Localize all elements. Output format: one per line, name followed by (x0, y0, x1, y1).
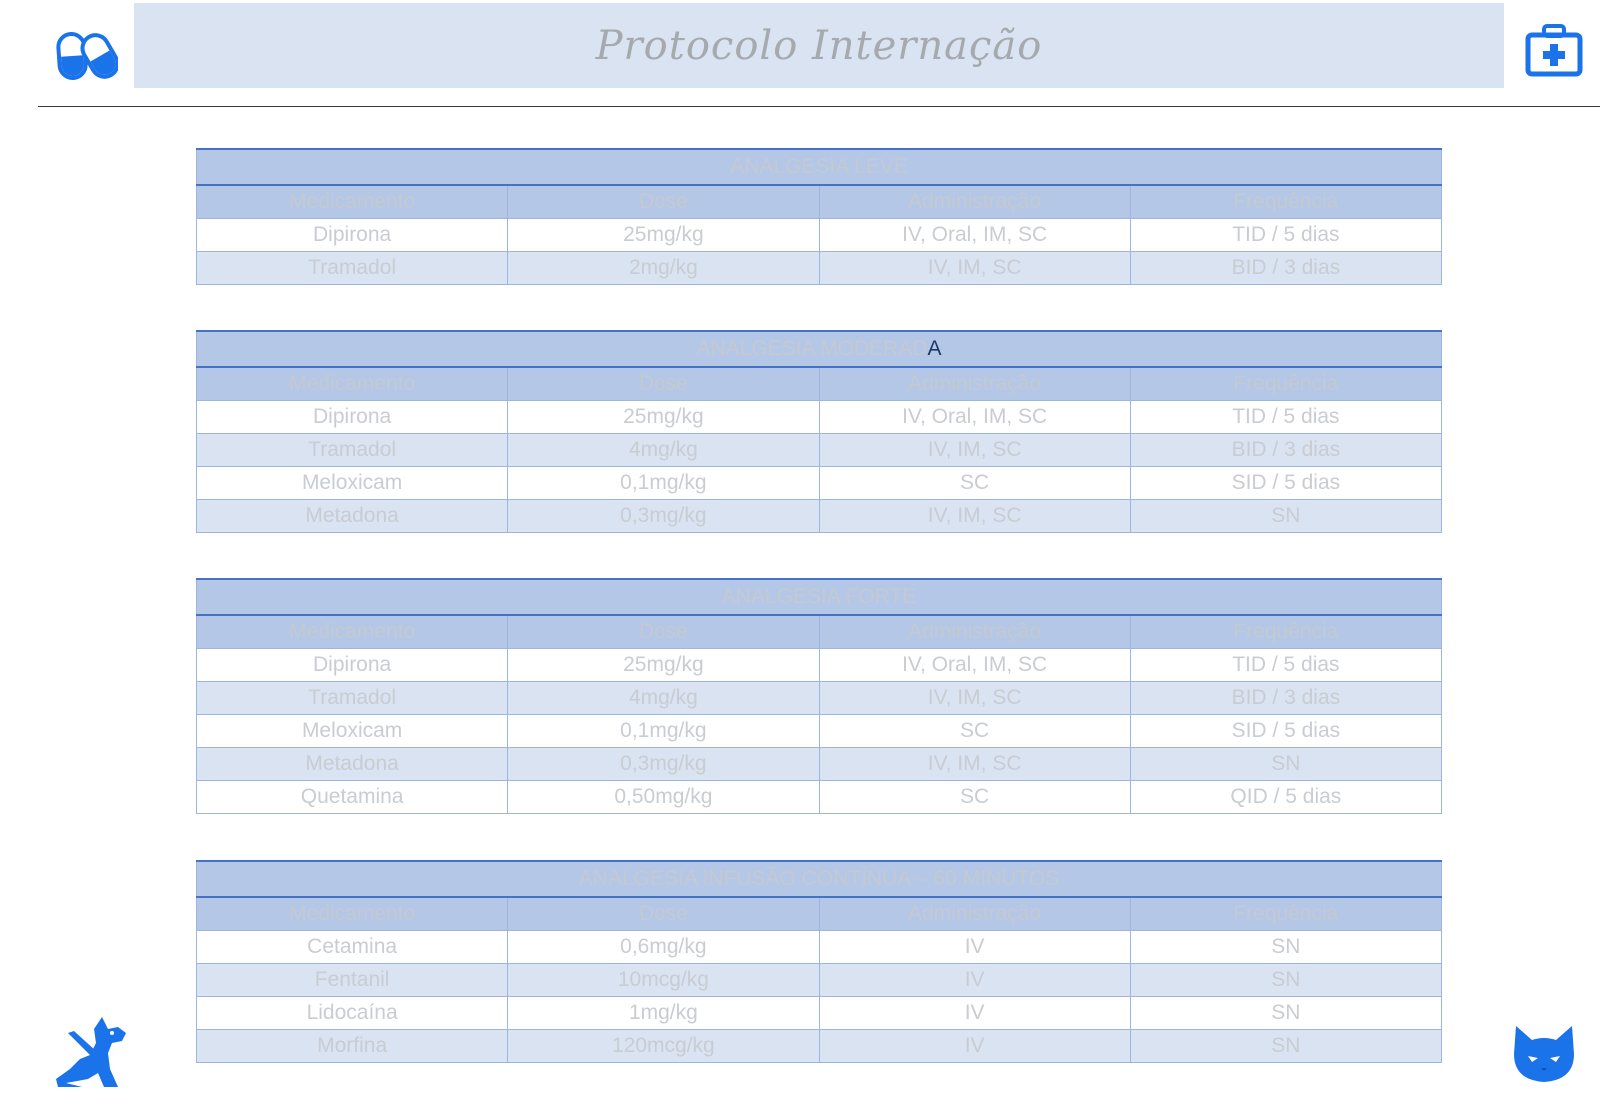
cell-medicamento: Dipirona (197, 649, 508, 682)
column-header-row (197, 615, 1442, 649)
table-row (197, 401, 1442, 434)
column-header-row (197, 897, 1442, 931)
section-header-row (197, 861, 1442, 897)
col-dose: Dose (508, 897, 819, 931)
col-dose: Dose (508, 615, 819, 649)
cell-frequencia: SN (1130, 748, 1441, 781)
page-title: Protocolo Internação (595, 22, 1043, 69)
cell-dose: 25mg/kg (508, 649, 819, 682)
table-row (197, 252, 1442, 285)
col-medicamento: Medicamento (197, 897, 508, 931)
section-title (197, 331, 1442, 367)
table-analgesia-forte (196, 578, 1442, 814)
cell-administracao: SC (819, 781, 1130, 814)
cell-medicamento: Dipirona (197, 401, 508, 434)
title-banner (134, 3, 1504, 88)
cell-frequencia: BID / 3 dias (1130, 252, 1441, 285)
col-administracao: Administração (819, 185, 1130, 219)
cat-icon (1510, 1022, 1578, 1086)
cell-administracao: IV (819, 997, 1130, 1030)
col-frequencia: Frequência (1130, 897, 1441, 931)
cell-dose: 4mg/kg (508, 682, 819, 715)
section-title: ANALGESIA FORTE (197, 579, 1442, 615)
cell-administracao: IV, IM, SC (819, 434, 1130, 467)
cell-medicamento: Morfina (197, 1030, 508, 1063)
table-row (197, 500, 1442, 533)
section-header-row (197, 579, 1442, 615)
cell-dose: 0,3mg/kg (508, 748, 819, 781)
cell-dose: 25mg/kg (508, 219, 819, 252)
table-row (197, 931, 1442, 964)
table-row (197, 682, 1442, 715)
cell-frequencia: QID / 5 dias (1130, 781, 1441, 814)
col-administracao: Administração (819, 615, 1130, 649)
pills-icon (56, 30, 118, 82)
table-row (197, 1030, 1442, 1063)
cell-frequencia: TID / 5 dias (1130, 219, 1441, 252)
cell-administracao: IV (819, 931, 1130, 964)
cell-medicamento: Metadona (197, 500, 508, 533)
cell-dose: 1mg/kg (508, 997, 819, 1030)
col-administracao: Administração (819, 367, 1130, 401)
section-header-row (197, 149, 1442, 185)
cell-administracao: IV, Oral, IM, SC (819, 401, 1130, 434)
cell-administracao: IV, Oral, IM, SC (819, 649, 1130, 682)
table-row (197, 964, 1442, 997)
cell-dose: 120mcg/kg (508, 1030, 819, 1063)
col-dose: Dose (508, 185, 819, 219)
cell-medicamento: Quetamina (197, 781, 508, 814)
table-row (197, 781, 1442, 814)
table-row (197, 715, 1442, 748)
cell-administracao: IV (819, 1030, 1130, 1063)
col-frequencia: Frequência (1130, 615, 1441, 649)
cell-administracao: IV, IM, SC (819, 500, 1130, 533)
table-row (197, 649, 1442, 682)
cell-administracao: IV, Oral, IM, SC (819, 219, 1130, 252)
col-administracao: Administração (819, 897, 1130, 931)
cell-administracao: SC (819, 467, 1130, 500)
cell-dose: 10mcg/kg (508, 964, 819, 997)
cell-dose: 0,1mg/kg (508, 467, 819, 500)
cell-administracao: IV, IM, SC (819, 682, 1130, 715)
cell-dose: 0,3mg/kg (508, 500, 819, 533)
table-row (197, 748, 1442, 781)
cell-frequencia: SID / 5 dias (1130, 467, 1441, 500)
cell-medicamento: Dipirona (197, 219, 508, 252)
header-divider (38, 106, 1600, 107)
col-medicamento: Medicamento (197, 615, 508, 649)
cell-medicamento: Tramadol (197, 252, 508, 285)
section-title: ANALGESIA LEVE (197, 149, 1442, 185)
section-title-text: ANALGESIA MODERAD (696, 337, 928, 360)
table-row (197, 467, 1442, 500)
cell-frequencia: TID / 5 dias (1130, 401, 1441, 434)
section-title-last-letter: A (927, 337, 942, 360)
cell-dose: 2mg/kg (508, 252, 819, 285)
cell-administracao: IV (819, 964, 1130, 997)
col-frequencia: Frequência (1130, 185, 1441, 219)
column-header-row (197, 185, 1442, 219)
cell-dose: 25mg/kg (508, 401, 819, 434)
cell-medicamento: Cetamina (197, 931, 508, 964)
section-header-row (197, 331, 1442, 367)
col-medicamento: Medicamento (197, 185, 508, 219)
cell-frequencia: SID / 5 dias (1130, 715, 1441, 748)
cell-dose: 4mg/kg (508, 434, 819, 467)
cell-medicamento: Tramadol (197, 682, 508, 715)
cell-frequencia: SN (1130, 500, 1441, 533)
dog-icon (52, 1013, 132, 1091)
cell-medicamento: Metadona (197, 748, 508, 781)
cell-medicamento: Meloxicam (197, 715, 508, 748)
cell-dose: 0,50mg/kg (508, 781, 819, 814)
col-frequencia: Frequência (1130, 367, 1441, 401)
cell-frequencia: SN (1130, 1030, 1441, 1063)
cell-frequencia: SN (1130, 964, 1441, 997)
cell-medicamento: Lidocaína (197, 997, 508, 1030)
col-dose: Dose (508, 367, 819, 401)
cell-administracao: SC (819, 715, 1130, 748)
cell-medicamento: Tramadol (197, 434, 508, 467)
cell-frequencia: TID / 5 dias (1130, 649, 1441, 682)
cell-frequencia: SN (1130, 997, 1441, 1030)
cell-administracao: IV, IM, SC (819, 252, 1130, 285)
table-analgesia-leve (196, 148, 1442, 285)
cell-medicamento: Fentanil (197, 964, 508, 997)
section-title: ANALGESIA INFUSÃO CONTÍNUA – 60 MINUTOS (197, 861, 1442, 897)
col-medicamento: Medicamento (197, 367, 508, 401)
table-analgesia-moderada (196, 330, 1442, 533)
cell-administracao: IV, IM, SC (819, 748, 1130, 781)
first-aid-kit-icon (1524, 22, 1584, 78)
table-row (197, 434, 1442, 467)
cell-frequencia: BID / 3 dias (1130, 434, 1441, 467)
cell-medicamento: Meloxicam (197, 467, 508, 500)
column-header-row (197, 367, 1442, 401)
table-row (197, 219, 1442, 252)
cell-frequencia: BID / 3 dias (1130, 682, 1441, 715)
table-analgesia-infusao-continua (196, 860, 1442, 1063)
cell-frequencia: SN (1130, 931, 1441, 964)
cell-dose: 0,6mg/kg (508, 931, 819, 964)
table-row (197, 997, 1442, 1030)
cell-dose: 0,1mg/kg (508, 715, 819, 748)
